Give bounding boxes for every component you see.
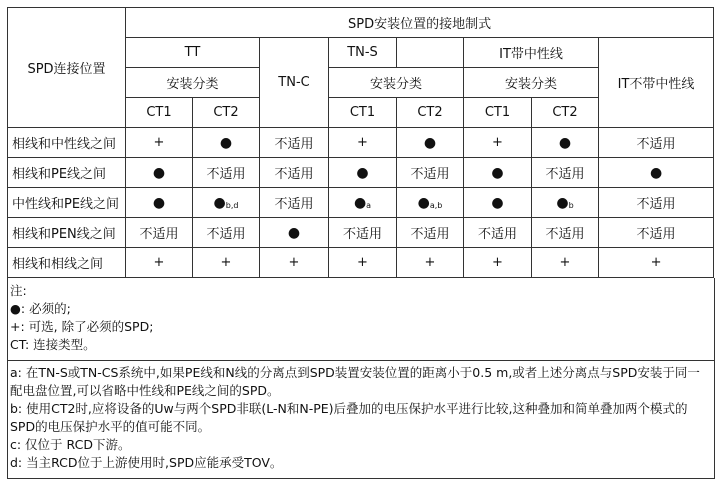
row-label: 相线和PE线之间 — [8, 158, 126, 188]
table-cell — [329, 248, 397, 278]
cell-value: ● — [213, 194, 226, 211]
table-cell — [126, 188, 193, 218]
cell-value: 不适用 — [274, 197, 314, 212]
footnote-a: a: 在TN-S或TN-CS系统中,如果PE线和N线的分离点到SPD装置安装位置的距离小于0.5 m,或者上述分离点与SPD安装于同一配电盘位置,可以省略中性线和PE线之间的SPD。 — [10, 365, 700, 398]
footnote-b: b: 使用CT2时,应将设备的Uw与两个SPD非联(L-N和N-PE)后叠加的电压保护水平进行比较,这种叠加和简单叠加两个模式的SPD的电压保护水平的值可能不同。 — [10, 401, 688, 434]
cell-value: + — [492, 255, 503, 270]
table-cell — [397, 188, 464, 218]
table-cell — [464, 248, 532, 278]
cell-value: ● — [219, 134, 233, 151]
table-cell — [260, 128, 329, 158]
cell-value: + — [559, 255, 571, 270]
notes-title: 注: — [10, 283, 27, 298]
header-ct1-tt: CT1 — [126, 98, 193, 128]
table-cell — [329, 128, 397, 158]
table-cell — [193, 128, 260, 158]
cell-value: 不适用 — [636, 227, 676, 242]
header-connection-position: SPD连接位置 — [8, 8, 126, 128]
table-row — [8, 218, 714, 248]
cell-value: 不适用 — [274, 137, 314, 152]
cell-value: 不适用 — [636, 197, 676, 212]
footnote-ref: b,d — [225, 200, 239, 210]
table-cell — [532, 158, 599, 188]
table-row — [8, 128, 714, 158]
footnotes-block — [7, 361, 715, 479]
table-cell — [397, 218, 464, 248]
table-cell — [260, 248, 329, 278]
table-cell — [397, 158, 464, 188]
cell-value: ● — [491, 194, 504, 211]
footnote-ref: a — [366, 200, 372, 210]
header-it-neutral: IT带中性线 — [464, 38, 599, 68]
table-cell — [126, 248, 193, 278]
table-cell — [464, 188, 532, 218]
cell-value: ● — [152, 164, 166, 181]
footnote-ref: a,b — [429, 200, 443, 210]
table-cell — [126, 128, 193, 158]
cell-value: ● — [491, 164, 504, 181]
cell-value: + — [357, 255, 368, 270]
table-row — [8, 248, 714, 278]
table-cell — [260, 158, 329, 188]
table-cell — [464, 218, 532, 248]
table-cell — [397, 128, 464, 158]
cell-value: 不适用 — [410, 167, 450, 182]
table-cell — [193, 188, 260, 218]
table-cell — [397, 248, 464, 278]
cell-value: + — [650, 255, 662, 270]
cell-value: 不适用 — [139, 227, 179, 242]
cell-value: + — [153, 135, 165, 150]
cell-value: ● — [417, 194, 430, 211]
table-cell — [599, 218, 714, 248]
cell-value: + — [424, 255, 436, 270]
table-cell — [260, 188, 329, 218]
legend-ct: CT: 连接类型。 — [10, 337, 96, 352]
header-install-class-tt: 安装分类 — [126, 68, 260, 98]
spd-table — [7, 7, 714, 278]
table-cell — [599, 128, 714, 158]
table-cell — [329, 158, 397, 188]
header-system-title: SPD安装位置的接地制式 — [126, 8, 714, 38]
table-cell — [329, 188, 397, 218]
table-cell — [532, 128, 599, 158]
table-cell — [193, 248, 260, 278]
row-label: 相线和相线之间 — [8, 248, 126, 278]
table-cell — [464, 158, 532, 188]
footnote-ref: b — [568, 200, 574, 210]
cell-value: 不适用 — [206, 167, 246, 182]
table-cell — [532, 248, 599, 278]
header-blank — [397, 38, 464, 68]
row-label: 中性线和PE线之间 — [8, 188, 126, 218]
cell-value: 不适用 — [636, 137, 676, 152]
header-install-class-it: 安装分类 — [464, 68, 599, 98]
footnote-d: d: 当主RCD位于上游使用时,SPD应能承受TOV。 — [10, 455, 283, 470]
table-cell — [329, 218, 397, 248]
row-label: 相线和中性线之间 — [8, 128, 126, 158]
table-row — [8, 188, 714, 218]
row-label: 相线和PEN线之间 — [8, 218, 126, 248]
notes-block — [7, 278, 715, 361]
table-cell — [532, 188, 599, 218]
header-ct2-tt: CT2 — [193, 98, 260, 128]
cell-value: 不适用 — [545, 227, 585, 242]
cell-value: + — [492, 135, 503, 150]
table-cell — [193, 158, 260, 188]
cell-value: + — [357, 135, 368, 150]
header-tt: TT — [126, 38, 260, 68]
legend-optional: +: 可选, 除了必须的SPD; — [10, 319, 154, 334]
table-cell — [126, 158, 193, 188]
footnote-c: c: 仅位于 RCD下游。 — [10, 437, 131, 452]
table-cell — [599, 188, 714, 218]
cell-value: ● — [152, 194, 166, 211]
cell-value: 不适用 — [410, 227, 450, 242]
table-cell — [599, 248, 714, 278]
cell-value: 不适用 — [274, 167, 314, 182]
table-cell — [260, 218, 329, 248]
header-tn-c: TN-C — [260, 38, 329, 128]
cell-value: + — [220, 255, 232, 270]
legend-required: ●: 必须的; — [10, 301, 71, 316]
cell-value: ● — [356, 164, 369, 181]
cell-value: 不适用 — [342, 227, 382, 242]
cell-value: ● — [556, 194, 569, 211]
cell-value: + — [288, 255, 300, 270]
table-cell — [599, 158, 714, 188]
cell-value: 不适用 — [206, 227, 246, 242]
cell-value: 不适用 — [545, 167, 585, 182]
header-ct2-tns: CT2 — [397, 98, 464, 128]
header-ct2-it: CT2 — [532, 98, 599, 128]
cell-value: ● — [353, 194, 367, 211]
table-body — [8, 128, 714, 278]
table-cell — [126, 218, 193, 248]
header-ct1-it: CT1 — [464, 98, 532, 128]
cell-value: + — [153, 255, 165, 270]
table-cell — [532, 218, 599, 248]
header-it-no-neutral: IT不带中性线 — [599, 38, 714, 128]
spd-document — [7, 7, 713, 479]
header-ct1-tns: CT1 — [329, 98, 397, 128]
header-install-class-tns: 安装分类 — [329, 68, 464, 98]
table-cell — [464, 128, 532, 158]
cell-value: 不适用 — [477, 227, 517, 242]
table-cell — [193, 218, 260, 248]
cell-value: ● — [287, 224, 301, 241]
cell-value: ● — [423, 134, 437, 151]
header-tn-s: TN-S — [329, 38, 397, 68]
cell-value: ● — [558, 134, 572, 151]
table-row — [8, 158, 714, 188]
cell-value: ● — [649, 164, 663, 181]
